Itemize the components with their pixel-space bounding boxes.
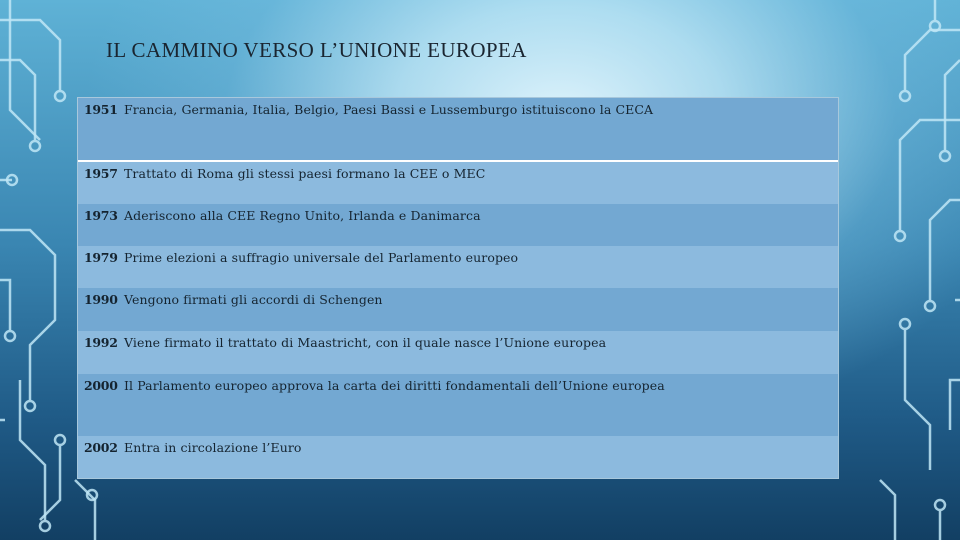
- timeline-year: 1990: [84, 292, 118, 307]
- timeline-year: 1992: [84, 335, 118, 350]
- timeline-row: [78, 246, 838, 288]
- timeline-event: Prime elezioni a suffragio universale del Parlamento europeo: [124, 250, 519, 265]
- timeline-row: [78, 374, 838, 436]
- timeline-event: Aderiscono alla CEE Regno Unito, Irlanda e Danimarca: [124, 208, 481, 223]
- timeline-event: Entra in circolazione l’Euro: [124, 440, 302, 455]
- timeline-row: [78, 331, 838, 374]
- timeline-event: Trattato di Roma gli stessi paesi formano la CEE o MEC: [124, 166, 486, 181]
- timeline-row: [78, 288, 838, 331]
- timeline-year: 1973: [84, 208, 118, 223]
- timeline-event: Vengono firmati gli accordi di Schengen: [124, 292, 383, 307]
- timeline-row: [78, 436, 838, 478]
- timeline-year: 1979: [84, 250, 118, 265]
- timeline-table: [77, 97, 839, 479]
- timeline-event: Francia, Germania, Italia, Belgio, Paesi Bassi e Lussemburgo istituiscono la CECA: [124, 102, 654, 117]
- timeline-row: [78, 204, 838, 246]
- timeline-event: Il Parlamento europeo approva la carta dei diritti fondamentali dell’Unione europea: [124, 378, 665, 393]
- timeline-event: Viene firmato il trattato di Maastricht, con il quale nasce l’Unione europea: [124, 335, 607, 350]
- timeline-row: [78, 160, 838, 204]
- timeline-year: 2002: [84, 440, 118, 455]
- timeline-year: 1951: [84, 102, 118, 117]
- timeline-year: 1957: [84, 166, 118, 181]
- slide-title: IL CAMMINO VERSO L’UNIONE EUROPEA: [106, 38, 527, 62]
- timeline-year: 2000: [84, 378, 118, 393]
- timeline-row: [78, 98, 838, 160]
